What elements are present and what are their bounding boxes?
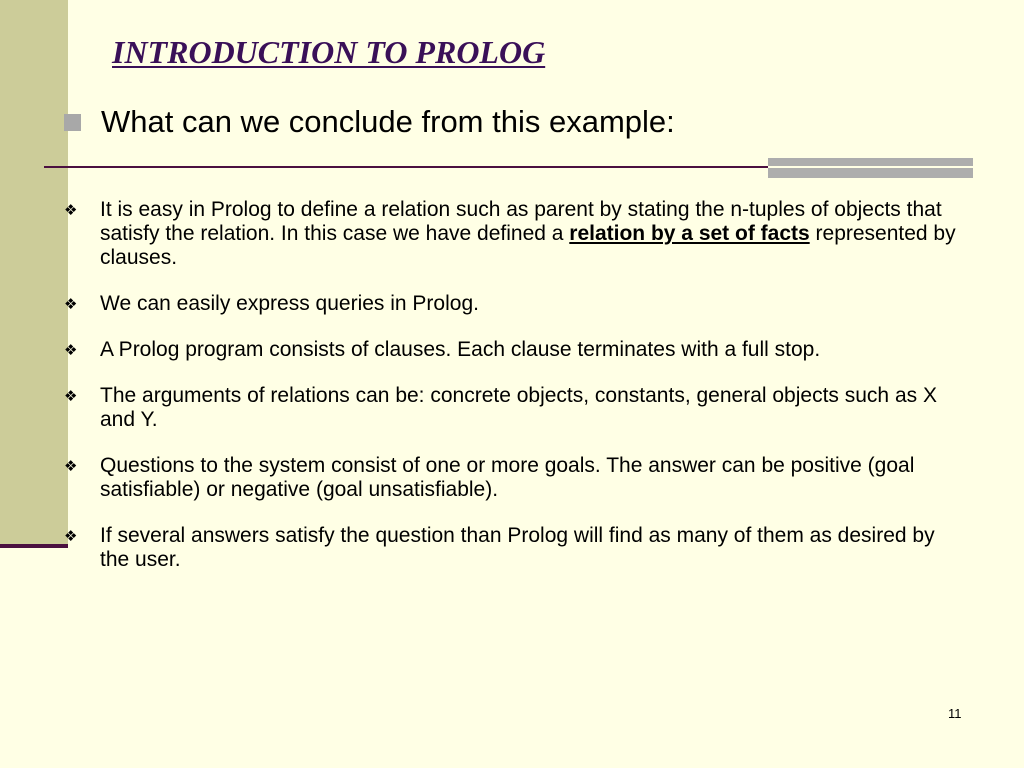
diamond-bullet-icon: ❖ [64,341,78,359]
subtitle-row [64,104,675,140]
diamond-bullet-icon: ❖ [64,201,78,219]
divider-line [44,166,768,168]
left-band-underline [0,544,68,548]
bullet-text: Questions to the system consist of one or more goals. The answer can be positive (goal satisfiable) or negative (goal unsatisfiable). [100,454,915,501]
bullet-text: It is easy in Prolog to define a relation such as parent by stating the n-tuples of objects that satisfy the relation. In this case we have defined a relation by a set of facts represented by clauses. [100,198,956,269]
bullet-text: If several answers satisfy the question than Prolog will find as many of them as desired by the user. [100,524,935,571]
divider-accent-block [768,158,973,178]
diamond-bullet-icon: ❖ [64,387,78,405]
bullet-item [64,384,964,432]
slide-subtitle: What can we conclude from this example: [101,104,675,139]
emphasis-text: relation by a set of facts [569,222,810,245]
bullet-item [64,454,964,502]
diamond-bullet-icon: ❖ [64,295,78,313]
slide-title: INTRODUCTION TO PROLOG [112,34,546,70]
page-number: 11 [948,706,962,721]
bullet-item [64,198,964,270]
bullet-list [64,198,964,594]
bullet-text: The arguments of relations can be: concrete objects, constants, general objects such as X and Y. [100,384,937,431]
left-decorative-band [0,0,68,548]
diamond-bullet-icon: ❖ [64,457,78,475]
bullet-item [64,524,964,572]
bullet-text: We can easily express queries in Prolog. [100,292,479,315]
bullet-item [64,338,964,362]
diamond-bullet-icon: ❖ [64,527,78,545]
bullet-item [64,292,964,316]
bullet-text: A Prolog program consists of clauses. Each clause terminates with a full stop. [100,338,821,361]
square-bullet-icon [64,114,81,131]
